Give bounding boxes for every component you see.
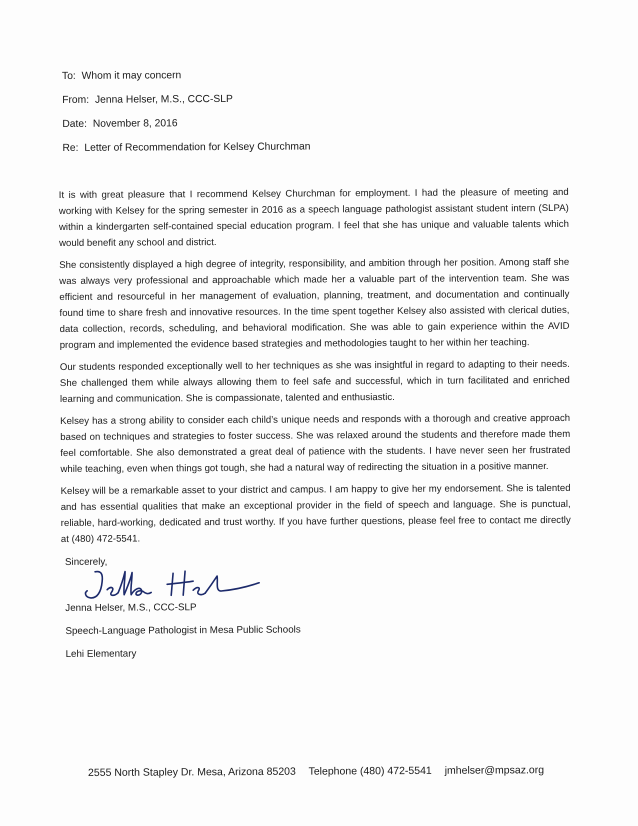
body-paragraph-4: Kelsey has a strong ability to consider each child’s unique needs and responds with a thorough and creative approach based on techniques and strategies to foster success. She was relaxed around the students and therefore made them feel comfortable. She also demonstrated a great deal of patience with the students. I have never seen her frustrated while teaching, even when things got tough, she had a natural way of redirecting the situation in a positive manner. — [60, 413, 571, 475]
letter-content — [58, 67, 572, 671]
subject-value: Letter of Recommendation for Kelsey Churchman — [84, 141, 311, 154]
handwritten-signature — [81, 563, 571, 602]
subject-label: Re: — [62, 142, 79, 154]
letter-footer — [88, 764, 544, 779]
from-line — [62, 91, 568, 108]
signature-drawing — [81, 565, 281, 606]
to-line — [62, 67, 568, 84]
body-paragraph-1: It is with great pleasure that I recommend Kelsey Churchman for employment. I had the pleasure of meeting and working with Kelsey for the spring semester in 2016 as a speech language pathologist assistant student intern (SLPA) within a kindergarten self-contained special education program. I feel that she has unique and valuable talents which would benefit any school and district. — [58, 186, 569, 249]
body-paragraph-2: She consistently displayed a high degree of integrity, responsibility, and ambition through her position. Among staff she was always very professional and approachable which made her a valuable part of the intervention team. She was efficient and resourceful in her management of evaluation, planning, treatment, and documentation and continually found time to share fresh and innovative resources. In the time spent together Kelsey also assisted with clerical duties, data collection, records, scheduling, and behavioral modification. She was able to gain experience within the AVID program and implemented the evidence based strategies and methodologies taught to her within her teaching. — [59, 257, 570, 351]
body-paragraph-5: Kelsey will be a remarkable asset to your district and campus. I am happy to give her my endorsement. She is talented and has essential qualities that make an exceptional provider in the field of speech and language. She is punctual, reliable, hard-working, dedicated and trust worthy. If you have further questions, please feel free to contact me directly at (480) 472-5541. — [60, 483, 571, 546]
from-label: From: — [62, 94, 90, 106]
subject-line — [62, 139, 568, 156]
closing-salutation: Sincerely, — [64, 556, 108, 568]
date-label: Date: — [62, 118, 87, 130]
date-value: November 8, 2016 — [92, 118, 178, 130]
from-value: Jenna Helser, M.S., CCC-SLP — [94, 93, 233, 106]
header-body-spacer — [59, 163, 569, 188]
footer-address: 2555 North Stapley Dr. Mesa, Arizona 85203 — [88, 765, 296, 779]
date-line — [62, 115, 568, 132]
to-value: Whom it may concern — [81, 70, 182, 82]
footer-email: jmhelser@mpsaz.org — [444, 764, 545, 777]
body-paragraph-3: Our students responded exceptionally well to her techniques as she was insightful in regard to adapting to their needs. She challenged them while always allowing them to feel safe and successful, which in turn facilitated and enriched learning and communication. She is compassionate, talented and enthusiastic. — [59, 358, 570, 405]
footer-phone: Telephone (480) 472-5541 — [308, 764, 432, 778]
signer-title: Speech-Language Pathologist in Mesa Public Schools — [65, 624, 301, 637]
signer-school: Lehi Elementary — [65, 648, 137, 660]
to-label: To: — [62, 70, 76, 82]
signer-name: Jenna Helser, M.S., CCC-SLP — [65, 602, 197, 614]
